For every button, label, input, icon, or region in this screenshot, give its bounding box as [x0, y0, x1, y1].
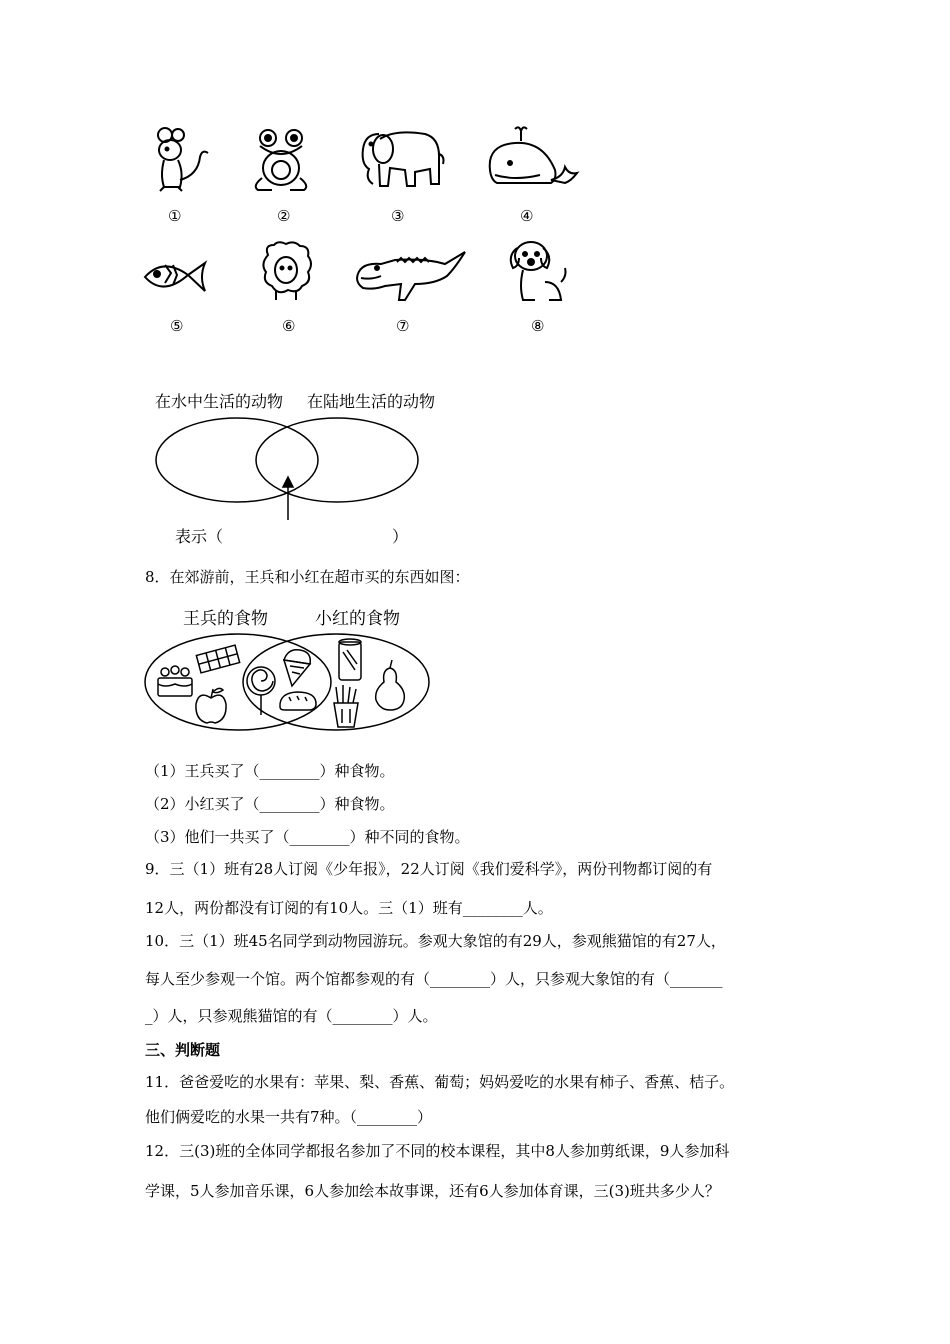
animal-number-2: ② [277, 207, 291, 225]
ice-cream-icon [280, 646, 314, 688]
question-8-sub-2: （2）小红买了（________）种食物。 [145, 795, 395, 813]
question-12-line-1: 12．三(3)班的全体同学都报名参加了不同的校本课程，其中8人参加剪纸课，9人参加科 [145, 1142, 730, 1160]
venn-food-left-label: 王兵的食物 [183, 609, 268, 629]
question-11-line-1: 11．爸爸爱吃的水果有：苹果、梨、香蕉、葡萄；妈妈爱吃的水果有柿子、香蕉、桔子。 [145, 1073, 735, 1091]
animal-number-3: ③ [391, 207, 405, 225]
question-10-line-2: 每人至少参观一个馆。两个馆都参观的有（________）人，只参观大象馆的有（_______ [145, 970, 723, 988]
question-10-line-3: _）人，只参观熊猫馆的有（________）人。 [145, 1007, 438, 1025]
venn-caption-prefix: 表示（ [175, 527, 224, 546]
elephant-icon [355, 124, 445, 194]
question-8-sub-3: （3）他们一共买了（________）种不同的食物。 [145, 828, 470, 846]
animal-number-7: ⑦ [396, 317, 410, 335]
cake-icon [155, 662, 195, 700]
frog-icon [250, 128, 315, 193]
fish-icon [143, 255, 208, 300]
venn-caption-suffix: ） [392, 527, 409, 546]
sheep-icon [258, 240, 318, 302]
animal-number-8: ⑧ [531, 317, 545, 335]
question-9-line-2: 12人，两份都没有订阅的有10人。三（1）班有________人。 [145, 899, 553, 917]
animal-number-5: ⑤ [170, 317, 184, 335]
question-8-text: 8．在郊游前，王兵和小红在超市买的东西如图： [145, 568, 470, 586]
question-8-sub-1: （1）王兵买了（________）种食物。 [145, 762, 395, 780]
dog-icon [505, 238, 570, 304]
venn-food-right-label: 小红的食物 [315, 609, 400, 629]
whale-icon [485, 125, 580, 195]
apple-icon [193, 686, 229, 726]
venn-left-label: 在水中生活的动物 [155, 392, 284, 411]
question-12-line-2: 学课，5人参加音乐课，6人参加绘本故事课，还有6人参加体育课，三(3)班共多少人？ [145, 1182, 720, 1200]
question-9-line-1: 9．三（1）班有28人订阅《少年报》，22人订阅《我们爱科学》，两份刊物都订阅的有 [145, 860, 713, 878]
animal-number-6: ⑥ [282, 317, 296, 335]
crocodile-icon [355, 248, 467, 303]
lollipop-icon [243, 665, 279, 717]
animal-number-4: ④ [520, 207, 534, 225]
animal-number-1: ① [168, 207, 182, 225]
fries-icon [330, 683, 362, 729]
pear-icon [372, 658, 408, 712]
venn-right-label: 在陆地生活的动物 [307, 392, 436, 411]
chocolate-icon [194, 646, 242, 672]
bread-icon [277, 689, 319, 713]
soda-can-icon [335, 636, 365, 684]
question-10-line-1: 10．三（1）班45名同学到动物园游玩。参观大象馆的有29人，参观熊猫馆的有27人， [145, 932, 726, 950]
question-11-line-2: 他们俩爱吃的水果一共有7种。（________） [145, 1108, 433, 1126]
mouse-icon [150, 125, 210, 195]
section-3-heading: 三、判断题 [145, 1041, 221, 1059]
venn-diagram-animals [150, 415, 430, 525]
